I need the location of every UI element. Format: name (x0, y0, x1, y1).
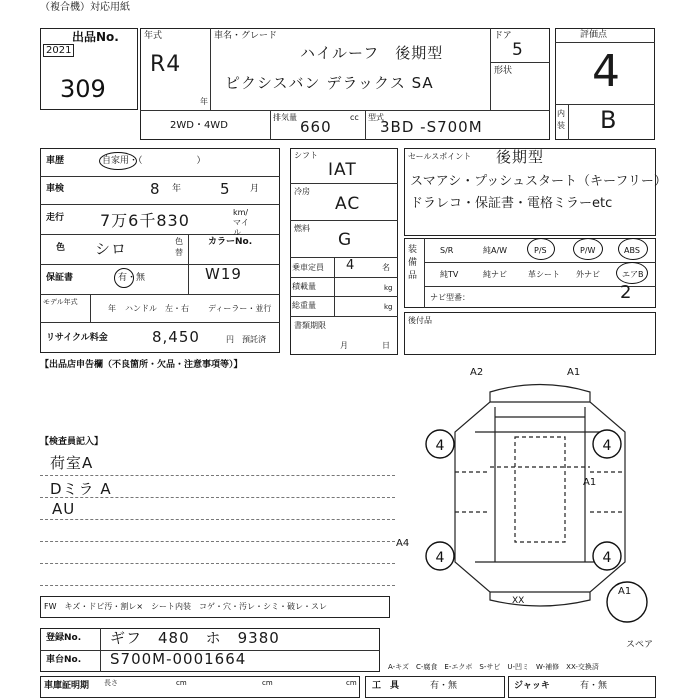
inspection-month: 5 (220, 180, 231, 198)
damage-mark-a1-front: A1 (567, 367, 581, 378)
shift-value: IAT (328, 160, 357, 180)
color-no-label: カラーNo. (208, 237, 253, 247)
year-suffix: 年 (200, 97, 208, 106)
chassis-value: S700M-0001664 (110, 650, 247, 668)
capacity-unit: 名 (382, 263, 390, 272)
length-unit: cm (176, 679, 187, 687)
interior-check-text: FW キズ・ドビ汚・割レ× シート内装 コゲ・穴・汚レ・シミ・破レ・スレ (44, 602, 328, 611)
sales-point-line2: スマアシ・プッシュスタート（キーフリー） (410, 174, 667, 189)
recycle-unit: 円 預託済 (226, 335, 266, 344)
garage-cert-label: 車庫証明期 (44, 681, 90, 691)
name-label: 車名・グレード (214, 31, 278, 41)
door-value: 5 (512, 40, 524, 60)
inspection-month-unit: 月 (250, 184, 260, 194)
wheel-fl-depth: 4 (435, 438, 445, 454)
color-label: 色 (56, 243, 66, 253)
ac-value: AC (335, 194, 361, 214)
interior-label: 内装 (557, 109, 565, 130)
damage-mark-xx: XX (512, 596, 525, 606)
height-unit: cm (346, 679, 357, 687)
damage-legend: A-キズ C-腐食 E-エクボ S-サビ U-凹ミ W-補修 XX-交換済 (388, 663, 599, 671)
inspection-year: 8 (150, 180, 161, 198)
model-value: 3BD -S700M (380, 118, 483, 136)
inspector-label: 【検査員記入】 (40, 437, 104, 447)
load-label: 積載量 (292, 282, 316, 291)
equip-sr: S/R (440, 246, 454, 255)
model-year-label: モデル年式 (43, 298, 78, 306)
equip-pw: P/W (580, 246, 596, 255)
shift-label: シフト (294, 151, 318, 160)
equip-pw-circle (573, 238, 603, 260)
docs-month: 月 (340, 341, 348, 350)
displacement-unit: cc (350, 113, 359, 122)
weight-unit: kg (384, 303, 393, 311)
equip-leather: 革シート (528, 270, 560, 279)
ac-label: 冷房 (294, 187, 310, 196)
mileage-unit: km/マイル (233, 208, 249, 237)
aftermarket-box (404, 312, 656, 355)
capacity-value: 4 (346, 258, 356, 273)
equip-abs-circle (618, 238, 648, 260)
color-value: シロ (95, 240, 128, 258)
model-label: 型式 (368, 113, 384, 122)
equip-tv: 純TV (440, 270, 459, 279)
length-label: 長さ (104, 679, 118, 687)
recycle-value: 8,450 (152, 328, 200, 346)
tools-value: 有・無 (430, 681, 458, 691)
docs-day: 日 (382, 341, 390, 350)
wheel-rr-depth: 4 (602, 550, 612, 566)
handle-side: ハンドル 左・右 (125, 304, 189, 313)
jack-value: 有・無 (580, 681, 608, 691)
history-value: 自家用・（ ） (102, 156, 206, 166)
color-no-value: W19 (205, 265, 242, 283)
score-label: 評価点 (580, 30, 608, 40)
lot-number: 309 (60, 75, 106, 103)
docs-label: 書類期限 (294, 321, 326, 330)
equipment-label: 装備品 (408, 245, 418, 281)
fuel-label: 燃料 (294, 224, 310, 233)
aftermarket-label: 後付品 (408, 316, 432, 325)
damage-mark-a2: A2 (470, 367, 484, 378)
width-unit: cm (262, 679, 273, 687)
displacement-label: 排気量 (273, 113, 297, 122)
damage-mark-a1-rear: A1 (618, 586, 632, 597)
capacity-label: 乗車定員 (292, 263, 324, 272)
displacement-value: 660 (300, 118, 332, 136)
equip-ps-circle (527, 238, 555, 260)
chassis-label: 車台No. (46, 655, 82, 665)
equip-ext-navi: 外ナビ (576, 270, 600, 279)
sales-point-label: セールスポイント (408, 152, 472, 161)
seller-notes-label: 【出品店申告欄（不良箇所・欠品・注意事項等）】 (40, 360, 243, 370)
year-value: R4 (150, 52, 182, 77)
lot-label: 出品No. (72, 30, 119, 44)
history-label: 車歴 (46, 156, 65, 166)
score-value: 4 (592, 46, 621, 97)
inspector-line3: AU (52, 500, 76, 518)
drive-type: 2WD・4WD (170, 120, 228, 131)
recycle-label: リサイクル料金 (46, 333, 108, 343)
warranty-circle (114, 268, 134, 288)
equip-airbag: エアB (622, 270, 644, 279)
lot-year-tag: 2021 (43, 44, 74, 57)
history-circle (99, 152, 137, 170)
equipment-extra-mark: 2 (620, 282, 633, 303)
equip-ps: P/S (534, 246, 547, 255)
equip-abs: ABS (624, 246, 640, 255)
mileage-value: 7万6千830 (100, 211, 190, 230)
warranty-value: 有・無 (118, 273, 146, 283)
registration-label: 登録No. (46, 633, 82, 643)
jack-label: ジャッキ (514, 681, 550, 691)
door-label: ドア (494, 31, 512, 41)
tools-label: 工 具 (372, 681, 400, 691)
sales-point-line3: ドラレコ・保証書・電格ミラーetc (410, 196, 613, 211)
equip-alloy: 純A/W (483, 246, 508, 255)
color-change-label: 色替 (175, 237, 183, 257)
warranty-label: 保証書 (46, 273, 74, 283)
registration-value: ギフ 480 ホ 9380 (110, 629, 280, 647)
shape-label: 形状 (494, 66, 513, 76)
load-unit: kg (384, 284, 393, 292)
equip-navi: 純ナビ (483, 270, 507, 279)
sales-point-line1: 後期型 (496, 148, 545, 166)
inspector-line1: 荷室A (50, 454, 94, 472)
damage-mark-a4: A4 (396, 538, 410, 549)
wheel-fr-depth: 4 (602, 438, 612, 454)
inspection-label: 車検 (46, 184, 65, 194)
interior-value: B (600, 106, 618, 134)
damage-mark-a1-side: A1 (583, 477, 597, 488)
name-line2: ピクシスバン デラックス SA (225, 74, 434, 92)
model-year-unit: 年 (108, 304, 116, 313)
wheel-rl-depth: 4 (435, 550, 445, 566)
equip-airbag-circle (616, 262, 648, 284)
dealer-type: ディーラー・並行 (208, 304, 272, 313)
inspector-line2: Dミラ A (50, 480, 112, 498)
weight-label: 総重量 (292, 301, 316, 310)
form-type-label: （複合機）対応用紙 (40, 2, 130, 13)
name-line1: ハイルーフ 後期型 (300, 44, 444, 62)
car-damage-diagram (395, 362, 685, 642)
year-label: 年式 (144, 31, 163, 41)
inspection-year-unit: 年 (172, 184, 182, 194)
navi-model-label: ナビ型番： (430, 293, 470, 302)
fuel-value: G (338, 230, 353, 250)
mileage-label: 走行 (46, 213, 65, 223)
spare-label: スペア (626, 640, 654, 650)
